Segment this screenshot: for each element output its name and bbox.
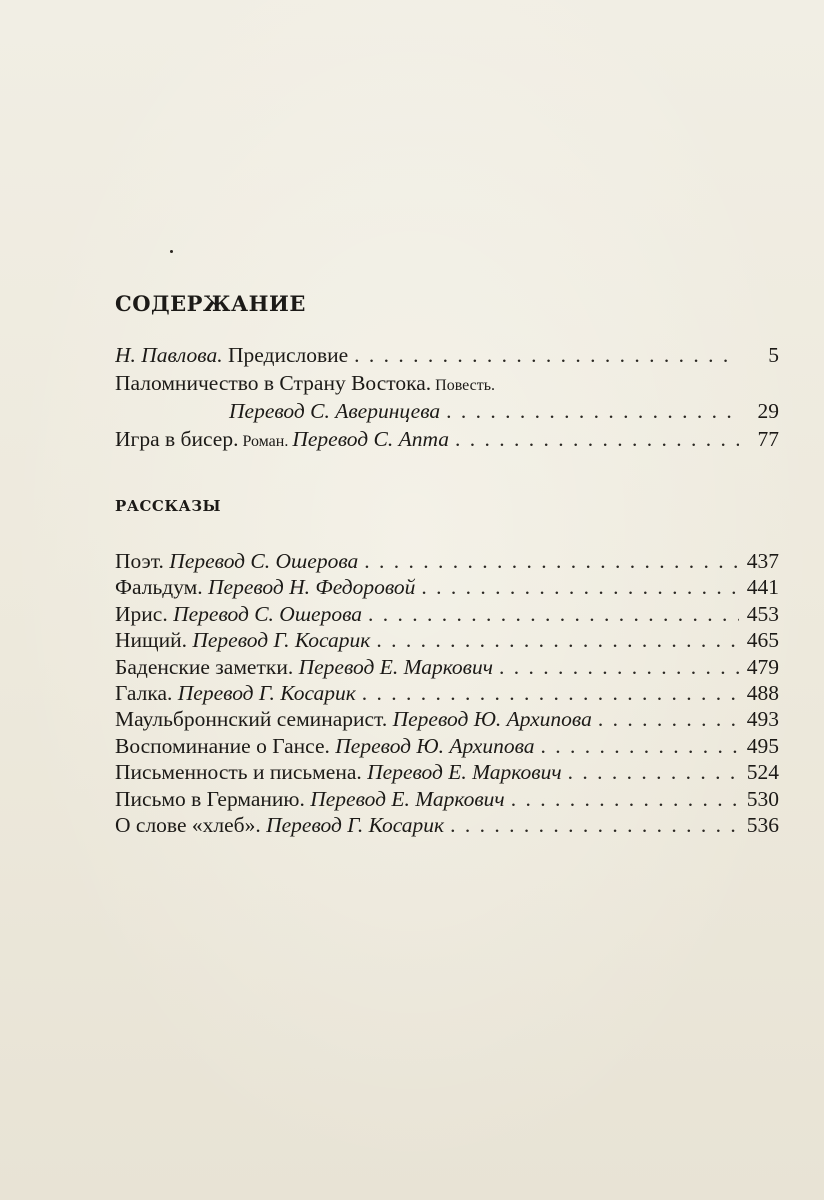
story-page-number: 530 [746,786,779,811]
story-translator: Перевод С. Ошерова [167,601,363,626]
toc-title: Предисловие [222,343,349,367]
story-title: Маульброннский семинарист. [115,707,388,732]
story-entry-text [115,706,592,732]
story-translator: Перевод Е. Маркович [361,760,562,785]
story-entry-text [115,759,562,785]
story-entry [115,548,779,574]
story-entry-text [115,574,415,600]
story-title: Поэт. [115,549,164,573]
dot-leader [450,812,739,838]
toc-entry-text [115,341,348,369]
story-entry [115,812,779,838]
story-entry-text [115,733,535,759]
story-page-number: 437 [746,549,779,573]
story-title: Баденские заметки. [115,654,294,679]
story-translator: Перевод Е. Маркович [304,786,505,811]
dot-leader [541,733,739,759]
dot-leader [354,341,739,369]
story-page-number: 488 [746,680,779,705]
story-entry [115,654,779,680]
story-title: Галка. [115,680,173,705]
toc-translator: Перевод С. Аверинцева [229,399,441,423]
story-entry-text [115,548,358,574]
toc-genre: Роман. [238,433,293,450]
story-entry-text [115,627,370,653]
toc-entry-text [115,425,449,453]
story-title: Воспоминание о Гансе. [115,733,330,758]
toc-entry-glass-bead-game [115,425,779,453]
story-title: Письмо в Германию. [115,786,305,811]
story-entry-text [115,812,444,838]
story-translator: Перевод Е. Маркович [293,654,494,679]
story-entry [115,627,779,653]
story-entry [115,706,779,732]
stories-list [115,548,779,838]
toc-title: Игра в бисер. [115,427,239,451]
dot-leader [511,786,739,812]
story-title: Ирис. [115,601,168,626]
dot-leader [362,680,739,706]
toc-translator: Перевод С. Апта [292,427,449,451]
toc-author: Н. Павлова. [115,343,223,367]
dot-leader [364,548,739,574]
story-title: О слове «хлеб». [115,812,261,837]
dot-leader [446,397,739,425]
story-page-number: 495 [746,733,779,758]
toc-entry-pilgrimage [115,369,779,397]
story-page-number: 479 [746,654,779,679]
story-page-number: 465 [746,628,779,653]
dot-leader [568,759,739,785]
story-entry-text [115,786,505,812]
story-translator: Перевод Ю. Архипова [329,733,535,758]
toc-page-number: 5 [768,343,779,367]
dot-leader [376,627,739,653]
story-translator: Перевод Ю. Архипова [387,707,592,732]
contents-list [115,341,779,453]
toc-entry-text [115,369,495,397]
toc-page-number: 29 [757,399,779,423]
story-translator: Перевод Н. Федоровой [202,575,416,600]
toc-genre: Повесть. [431,377,496,394]
story-page-number: 536 [746,812,779,837]
story-translator: Перевод Г. Косарик [260,812,445,837]
toc-title: Паломничество в Страну Востока. [115,371,432,395]
story-page-number: 524 [746,760,779,785]
dot-leader [455,425,739,453]
story-translator: Перевод Г. Косарик [186,628,371,653]
story-entry [115,574,779,600]
story-entry [115,733,779,759]
story-title: Фальдум. [115,575,203,600]
toc-page-number: 77 [757,427,779,451]
story-page-number: 453 [746,601,779,626]
toc-entry-preface [115,341,779,369]
story-page-number: 441 [746,575,779,600]
story-entry [115,601,779,627]
story-entry-text [115,601,362,627]
story-entry [115,786,779,812]
stories-heading: РАССКАЗЫ [115,497,222,515]
dot-leader [598,706,739,732]
contents-heading: СОДЕРЖАНИЕ [115,291,306,316]
dot-leader [499,654,739,680]
story-translator: Перевод С. Ошерова [163,549,359,573]
toc-entry-pilgrimage-translator [115,397,779,425]
ink-speck [170,250,173,253]
story-entry-text [115,680,356,706]
story-translator: Перевод Г. Косарик [172,680,356,705]
story-entry [115,759,779,785]
story-entry-text [115,654,493,680]
dot-leader [421,574,739,600]
story-title: Письменность и письмена. [115,760,362,785]
story-entry [115,680,779,706]
dot-leader [368,601,739,627]
story-page-number: 493 [746,707,779,732]
story-title: Нищий. [115,628,187,653]
